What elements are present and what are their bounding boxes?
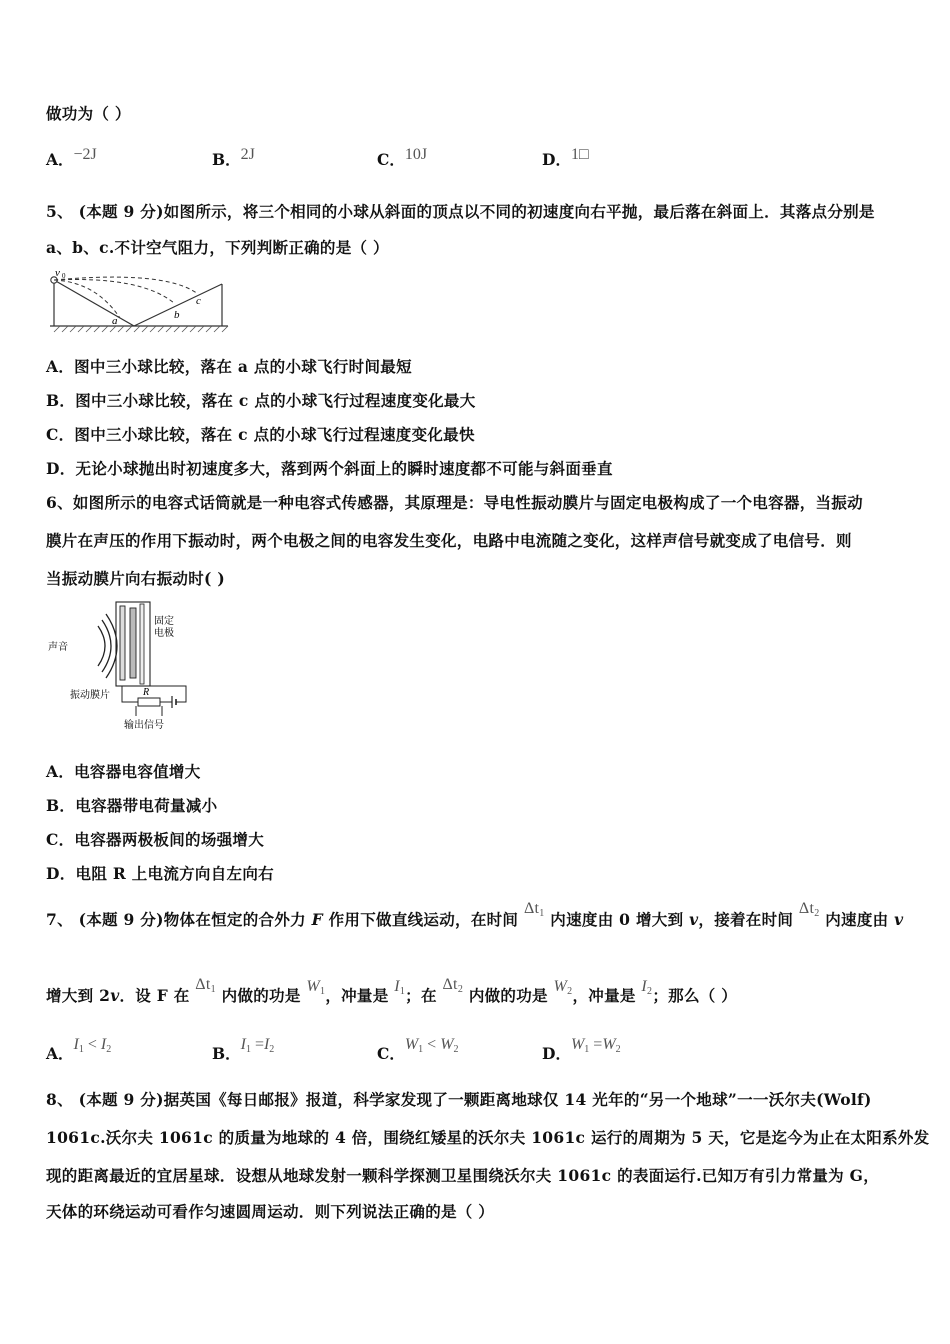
q7-text: 内做的功是 — [463, 986, 554, 1005]
fixed-label-2: 电极 — [154, 628, 174, 639]
delta-t: Δt — [798, 900, 815, 917]
q7-text: 增大到 2 — [46, 986, 111, 1005]
q7-text: 内速度由 0 增大到 — [544, 910, 690, 929]
v0-label: v — [55, 267, 60, 279]
output-label: 输出信号 — [124, 720, 164, 731]
q7-text: 作用下做直线运动，在时间 — [322, 910, 524, 929]
q7-w1 — [306, 978, 325, 995]
q6-stem-line2: 膜片在声压的作用下振动时，两个电极之间的电容发生变化，电路中电流随之变化，这样声信号就变成了电信号．则 — [46, 531, 852, 550]
subscript: 2 — [814, 908, 820, 919]
q6-option-a: A．电容器电容值增大 — [46, 762, 201, 781]
subscript: 2 — [453, 1044, 459, 1055]
delta-t: Δt — [442, 976, 458, 993]
subscript: 1 — [320, 986, 326, 997]
option-formula — [571, 1036, 621, 1053]
subscript: 2 — [457, 984, 464, 995]
formula-op: = — [250, 1036, 264, 1053]
q7-velocity: v — [894, 910, 904, 929]
subscript: 2 — [106, 1044, 112, 1055]
option-formula — [241, 1036, 275, 1053]
option-value: 10J — [404, 146, 428, 163]
fixed-label-1: 固定 — [154, 616, 174, 627]
q7-velocity: v — [689, 910, 699, 929]
q7-force: F — [311, 910, 323, 929]
subscript: 1 — [418, 1044, 424, 1055]
option-formula — [405, 1036, 459, 1053]
option-label: D． — [542, 150, 571, 169]
q7-option-b — [212, 1036, 275, 1065]
q4-tail: 做功为（ ） — [46, 104, 131, 123]
q4-option-d — [542, 148, 589, 170]
q7-stem-line2 — [46, 976, 738, 1007]
q7-stem-line1 — [46, 900, 904, 931]
option-value: 2J — [240, 146, 255, 163]
q4-option-c — [377, 148, 427, 170]
impulse-symbol: I — [641, 978, 648, 995]
formula-rhs: I — [263, 1036, 270, 1053]
q8-stem-line1: 8、 (本题 9 分)据英国《每日邮报》报道，科学家发现了一颗距离地球仅 14 光年的“另一个地球”一一沃尔夫(Wolf) — [46, 1090, 872, 1109]
option-label: B． — [212, 1044, 241, 1063]
work-symbol: W — [306, 978, 320, 995]
membrane-label: 振动膜片 — [70, 690, 110, 701]
q5-option-b: B．图中三小球比较，落在 c 点的小球飞行过程速度变化最大 — [46, 391, 476, 410]
q7-option-a — [46, 1036, 112, 1065]
q7-text: 7、 (本题 9 分)物体在恒定的合外力 — [46, 910, 312, 929]
q7-w2 — [554, 978, 573, 995]
q7-i2 — [641, 978, 652, 995]
option-label: A． — [46, 150, 74, 169]
subscript: 2 — [269, 1044, 275, 1055]
impulse-symbol: I — [394, 978, 400, 995]
q6-microphone-figure — [46, 598, 196, 738]
option-value: −2J — [73, 146, 97, 163]
formula-rhs: W — [602, 1036, 616, 1053]
formula-rhs: W — [440, 1036, 454, 1053]
q6-option-d: D．电阻 R 上电流方向自左向右 — [46, 864, 274, 883]
subscript: 1 — [210, 984, 216, 995]
option-label: C． — [377, 150, 405, 169]
subscript: 1 — [399, 986, 406, 997]
q5-incline-figure — [46, 266, 232, 338]
v0-subscript: 0 — [62, 272, 66, 280]
formula-lhs: I — [73, 1036, 79, 1053]
subscript: 1 — [539, 908, 545, 919]
point-b-label: b — [174, 309, 180, 321]
subscript: 2 — [615, 1044, 621, 1055]
q6-option-c: C．电容器两极板间的场强增大 — [46, 830, 265, 849]
q7-dt1 — [524, 900, 545, 917]
q5-option-d: D．无论小球抛出时初速度多大，落到两个斜面上的瞬时速度都不可能与斜面垂直 — [46, 459, 613, 478]
q7-option-d — [542, 1036, 621, 1065]
q7-dt1-ref — [195, 976, 216, 993]
q7-option-c — [377, 1036, 459, 1065]
q7-text: ；在 — [405, 986, 443, 1005]
q7-i1 — [394, 978, 405, 995]
subscript: 2 — [567, 986, 573, 997]
subscript: 1 — [245, 1044, 251, 1055]
q5-option-c: C．图中三小球比较，落在 c 点的小球飞行过程速度变化最快 — [46, 425, 475, 444]
q7-text: 内速度由 — [819, 910, 895, 929]
point-c-label: c — [196, 295, 201, 307]
q7-text: ．设 F 在 — [119, 986, 196, 1005]
q7-text: ，接着在时间 — [698, 910, 799, 929]
q8-stem-line3: 现的距离最近的宜居星球．设想从地球发射一颗科学探测卫星围绕沃尔夫 1061c 的表面运行.已知万有引力常量为 G， — [46, 1166, 880, 1185]
q7-text: 内做的功是 — [215, 986, 307, 1005]
formula-lhs: W — [404, 1036, 419, 1053]
q8-stem-line4: 天体的环绕运动可看作匀速圆周运动．则下列说法正确的是（ ） — [46, 1202, 495, 1221]
delta-t: Δt — [523, 900, 540, 917]
point-a-label: a — [112, 315, 118, 327]
subscript: 1 — [584, 1044, 590, 1055]
q7-dt2-ref — [442, 976, 463, 993]
q7-text: ，冲量是 — [572, 986, 642, 1005]
option-label: A． — [46, 1044, 74, 1063]
q7-velocity: v — [110, 986, 120, 1005]
delta-t: Δt — [195, 976, 211, 993]
formula-lhs: I — [240, 1036, 246, 1053]
q7-text: ，冲量是 — [325, 986, 395, 1005]
q6-stem-line3: 当振动膜片向右振动时( ) — [46, 569, 225, 588]
q6-option-b: B．电容器带电荷量减小 — [46, 796, 218, 815]
option-value: 1□ — [570, 146, 589, 163]
work-symbol: W — [553, 978, 568, 995]
sound-label: 声音 — [48, 642, 68, 653]
q7-dt2 — [799, 900, 820, 917]
formula-op: < — [423, 1036, 441, 1053]
q5-stem-line1: 5、 (本题 9 分)如图所示，将三个相同的小球从斜面的顶点以不同的初速度向右平抛，最后落在斜面上．其落点分别是 — [46, 202, 875, 221]
q5-option-a: A．图中三小球比较，落在 a 点的小球飞行时间最短 — [46, 357, 412, 376]
option-formula — [74, 1036, 112, 1053]
q5-stem-line2: a、b、c.不计空气阻力，下列判断正确的是（ ） — [46, 238, 389, 257]
subscript: 1 — [78, 1044, 84, 1055]
q4-option-a — [46, 148, 97, 170]
option-label: B． — [212, 150, 241, 169]
formula-op: < — [83, 1036, 101, 1053]
formula-op: = — [589, 1036, 603, 1053]
formula-rhs: I — [100, 1036, 107, 1053]
q7-text: ；那么（ ） — [652, 986, 738, 1005]
q6-stem-line1: 6、如图所示的电容式话筒就是一种电容式传感器，其原理是：导电性振动膜片与固定电极构成了一个电容器，当振动 — [46, 493, 863, 512]
subscript: 2 — [647, 986, 653, 997]
q4-option-b — [212, 148, 255, 170]
option-label: C． — [377, 1044, 405, 1063]
q8-stem-line2: 1061c.沃尔夫 1061c 的质量为地球的 4 倍，围绕红矮星的沃尔夫 1061c 运行的周期为 5 天，它是迄今为止在太阳系外发 — [46, 1128, 930, 1147]
resistor-label: R — [143, 687, 150, 698]
formula-lhs: W — [570, 1036, 585, 1053]
option-label: D． — [542, 1044, 571, 1063]
